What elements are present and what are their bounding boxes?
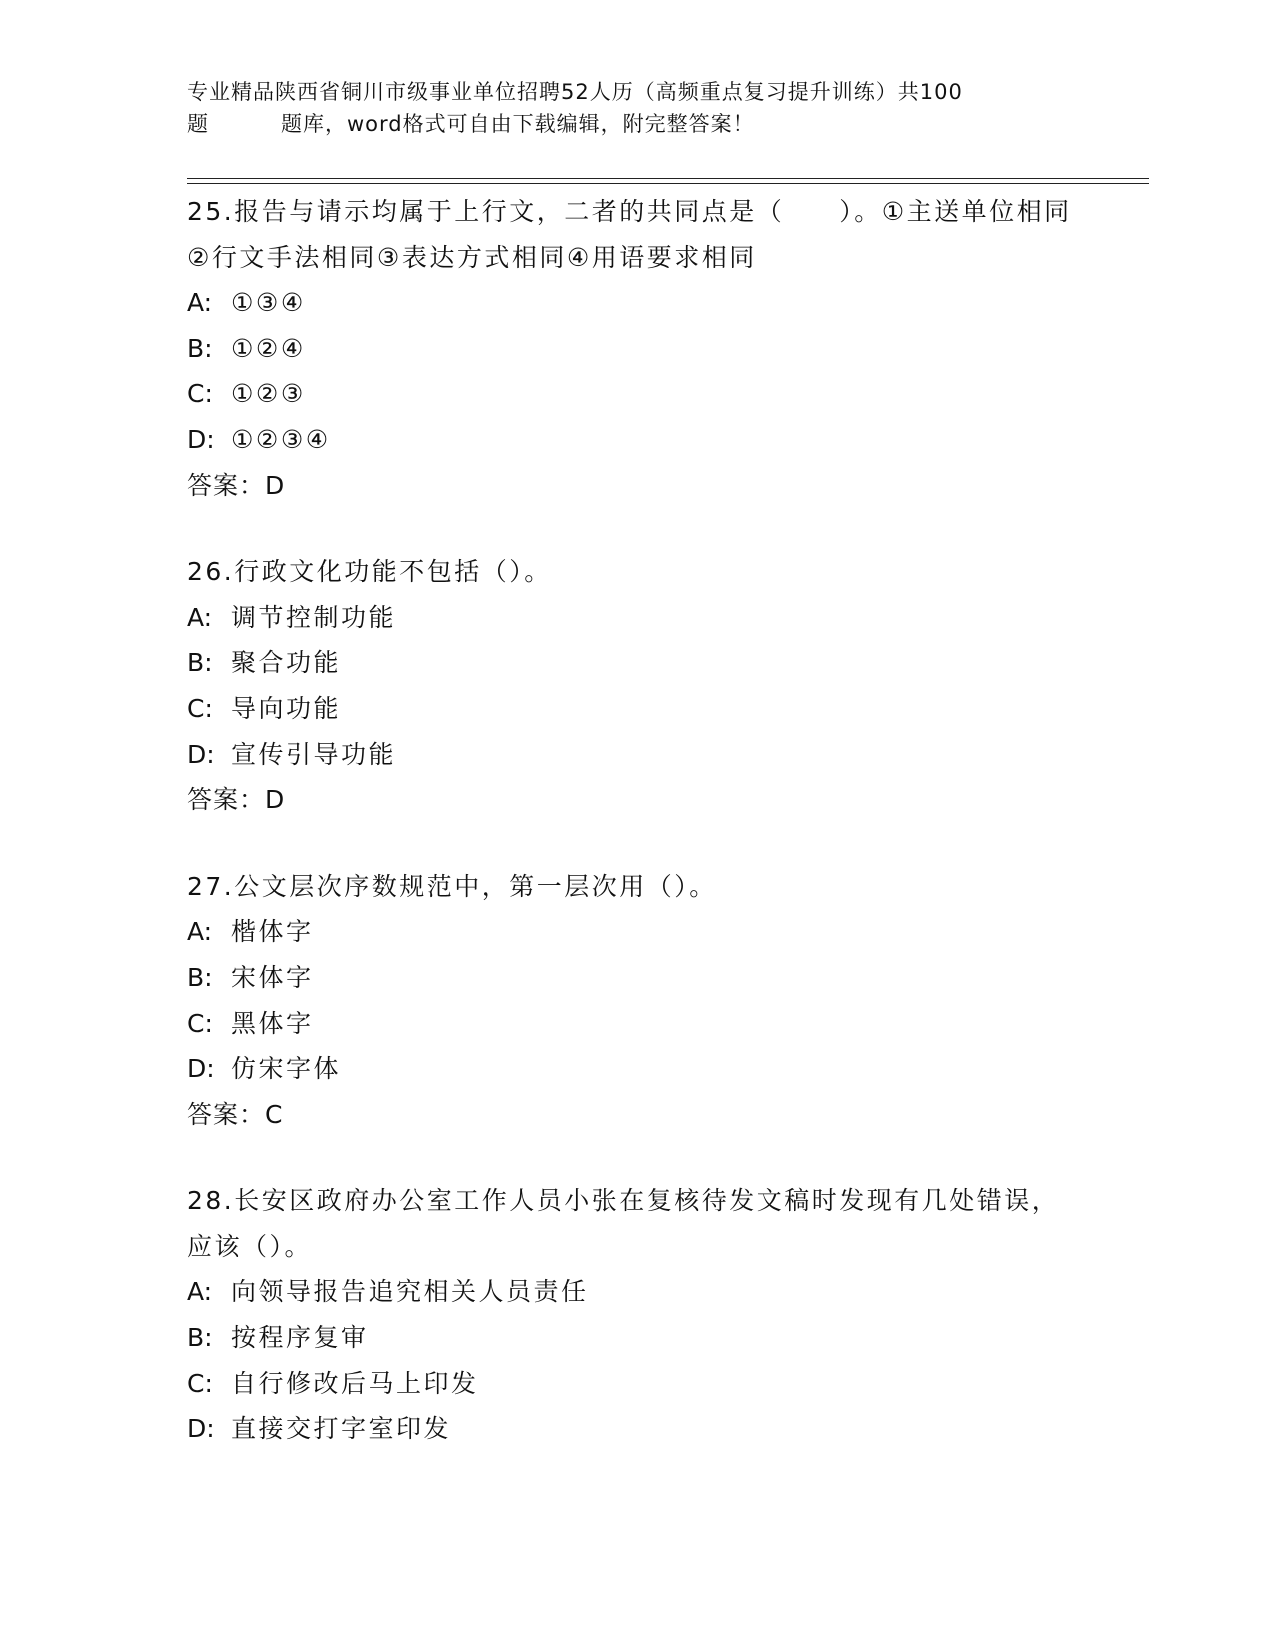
option-a — [187, 1269, 1087, 1315]
option-text: 直接交打字室印发 — [231, 1414, 452, 1444]
header-divider-bottom — [187, 183, 1149, 184]
option-a — [187, 909, 1087, 955]
option-letter: B: — [187, 648, 213, 678]
option-b — [187, 955, 1087, 1001]
option-text: ①②④ — [231, 333, 306, 363]
option-letter: C: — [187, 693, 213, 723]
option-letter: C: — [187, 1008, 213, 1038]
option-c — [187, 686, 1087, 732]
option-text: 导向功能 — [231, 693, 342, 723]
option-text: 仿宋字体 — [231, 1054, 342, 1084]
header-divider-top — [187, 178, 1149, 179]
answer-line: 答案：D — [187, 785, 286, 815]
option-text: 自行修改后马上印发 — [231, 1368, 479, 1398]
option-letter: B: — [187, 1323, 213, 1353]
option-text: ①②③④ — [231, 424, 331, 454]
option-letter: A: — [187, 917, 213, 947]
header-line2-left: 题 — [187, 112, 209, 136]
option-b — [187, 326, 1087, 372]
question-27 — [187, 864, 1087, 1138]
question-28 — [187, 1178, 1087, 1452]
option-letter: B: — [187, 962, 213, 992]
answer-line: 答案：D — [187, 470, 286, 500]
answer-line: 答案：C — [187, 1099, 284, 1129]
option-letter: C: — [187, 379, 213, 409]
option-c — [187, 371, 1087, 417]
option-text: 黑体字 — [231, 1008, 314, 1038]
question-25 — [187, 189, 1087, 508]
option-letter: B: — [187, 333, 213, 363]
header-line2-right: 题库，word格式可自由下载编辑，附完整答案！ — [281, 112, 755, 136]
option-text: 按程序复审 — [231, 1323, 369, 1353]
option-letter: D: — [187, 739, 215, 769]
option-text: 聚合功能 — [231, 648, 342, 678]
option-c — [187, 1361, 1087, 1407]
option-text: 调节控制功能 — [231, 602, 397, 632]
option-letter: D: — [187, 424, 215, 454]
option-letter: A: — [187, 1277, 213, 1307]
option-letter: A: — [187, 602, 213, 632]
option-d — [187, 1046, 1087, 1092]
option-c — [187, 1001, 1087, 1047]
header-title-line1: 专业精品陕西省铜川市级事业单位招聘52人历（高频重点复习提升训练）共100 — [187, 80, 963, 104]
question-list — [187, 189, 1087, 1493]
document-header — [187, 76, 1087, 140]
option-letter: C: — [187, 1368, 213, 1398]
option-d — [187, 417, 1087, 463]
option-text: 宣传引导功能 — [231, 739, 397, 769]
option-letter: D: — [187, 1414, 215, 1444]
question-stem: 28.长安区政府办公室工作人员小张在复核待发文稿时发现有几处错误，应该（）。 — [187, 1186, 1060, 1261]
option-text: 宋体字 — [231, 962, 314, 992]
option-text: ①③④ — [231, 288, 306, 318]
question-stem: 27.公文层次序数规范中，第一层次用（）。 — [187, 871, 717, 901]
option-text: 向领导报告追究相关人员责任 — [231, 1277, 589, 1307]
option-b — [187, 1315, 1087, 1361]
option-letter: D: — [187, 1054, 215, 1084]
option-text: ①②③ — [231, 379, 306, 409]
question-stem: 26.行政文化功能不包括（）。 — [187, 557, 552, 587]
option-text: 楷体字 — [231, 917, 314, 947]
option-d — [187, 1406, 1087, 1452]
question-stem: 25.报告与请示均属于上行文，二者的共同点是（ ）。①主送单位相同②行文手法相同③表达方式相同④用语要求相同 — [187, 197, 1072, 272]
option-b — [187, 640, 1087, 686]
option-d — [187, 732, 1087, 778]
option-letter: A: — [187, 288, 213, 318]
question-26 — [187, 549, 1087, 823]
header-title-line2 — [187, 108, 1087, 140]
option-a — [187, 280, 1087, 326]
option-a — [187, 595, 1087, 641]
